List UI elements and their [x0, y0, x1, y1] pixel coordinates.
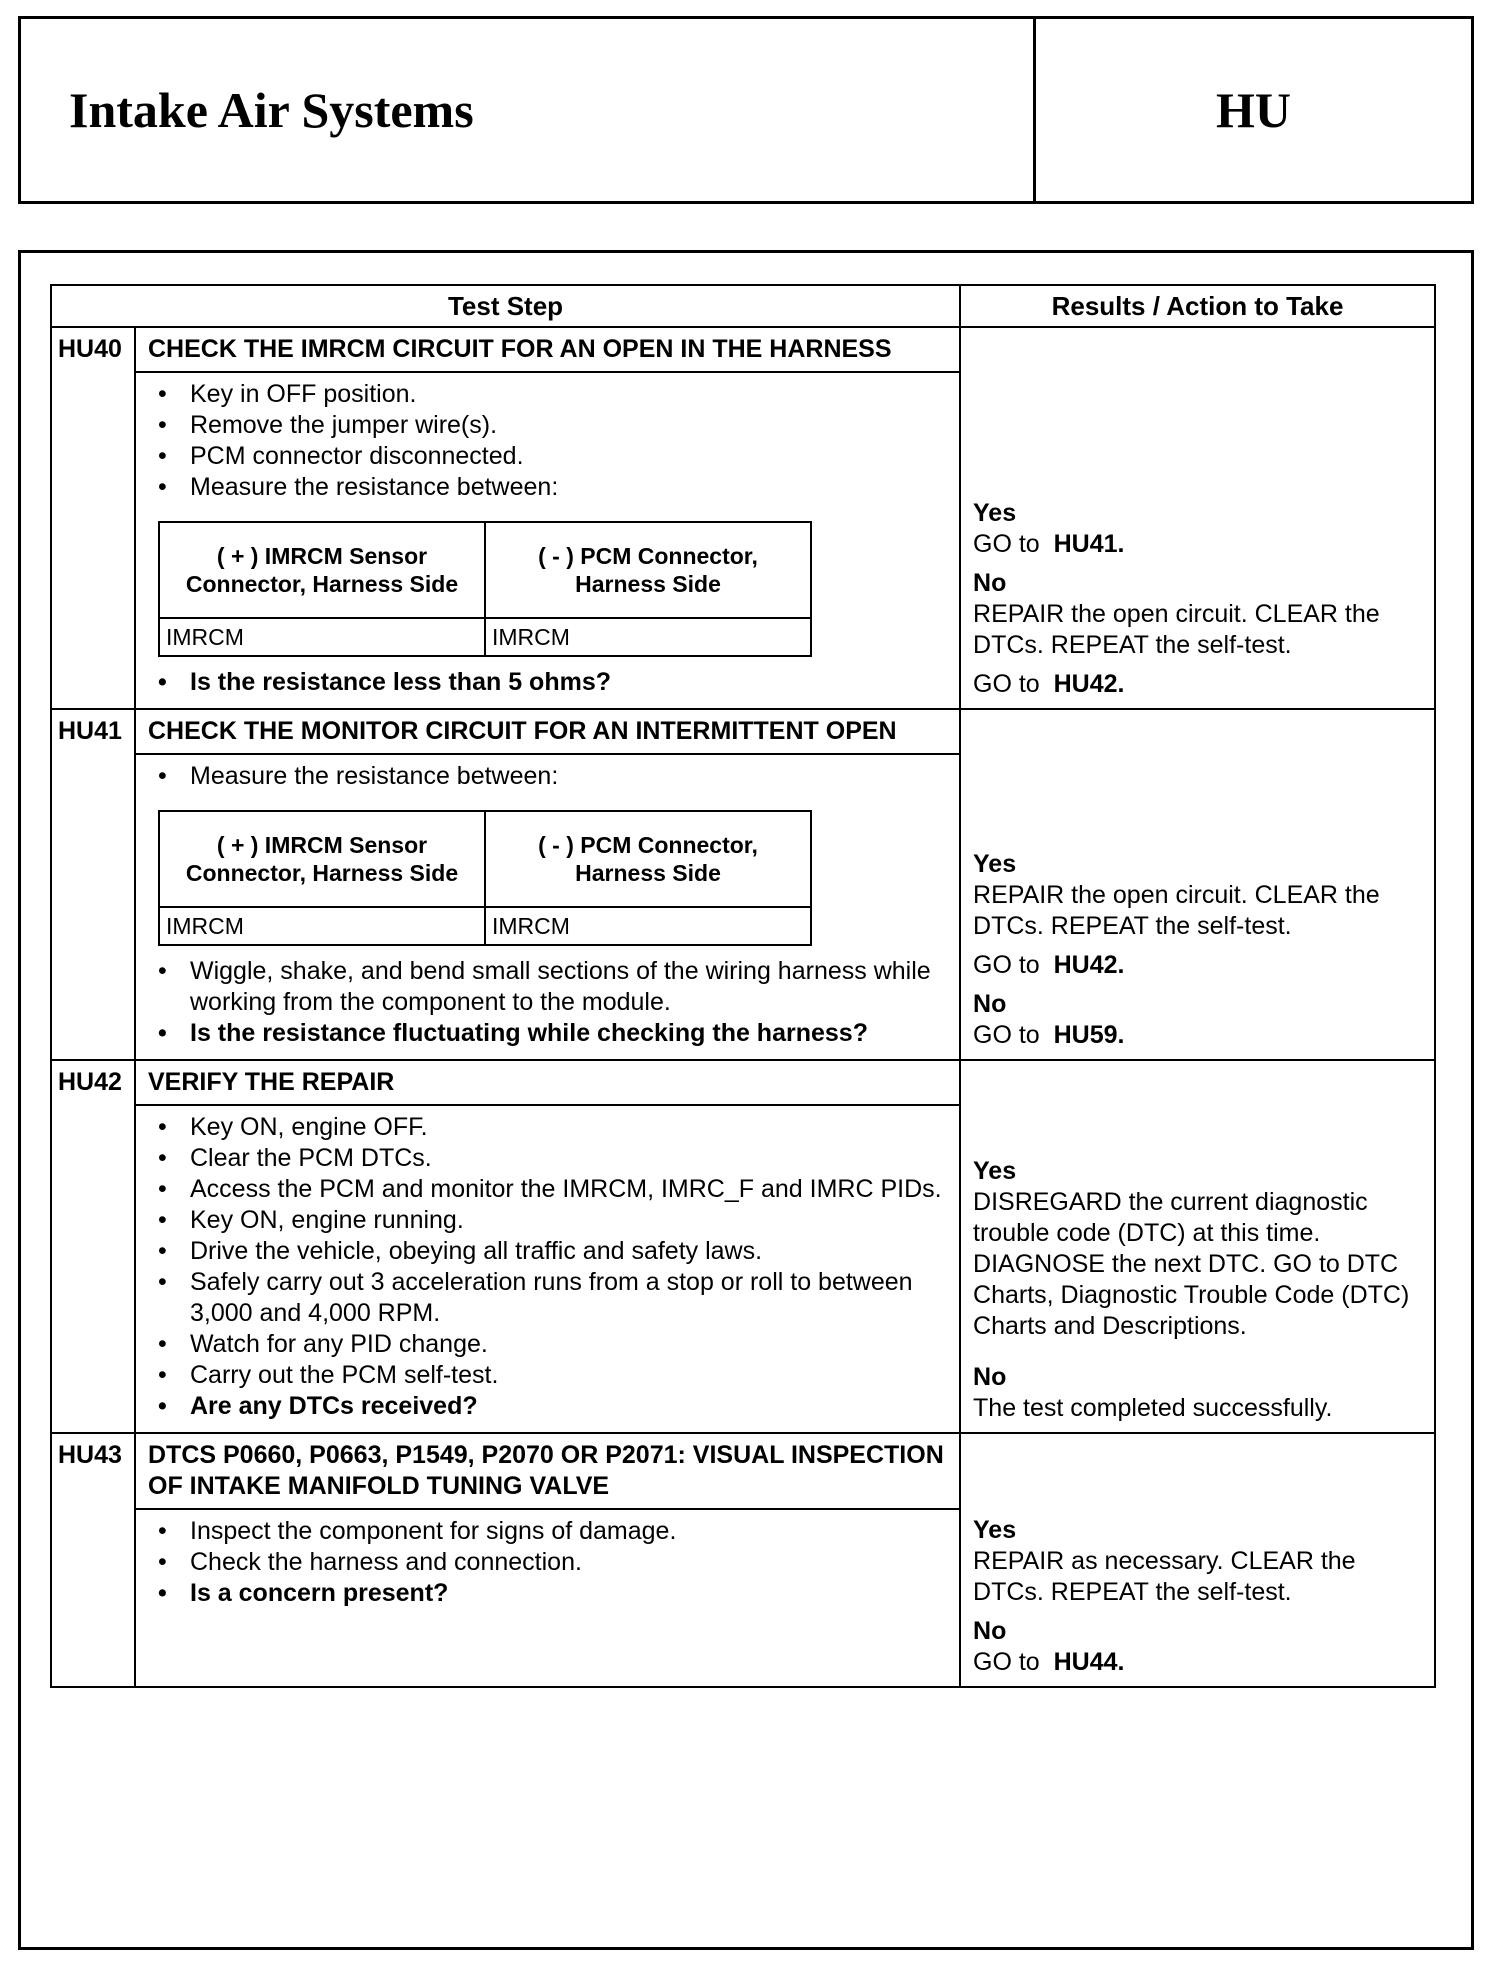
meas-value-minus: IMRCM — [485, 907, 811, 945]
meas-value-minus: IMRCM — [485, 618, 811, 656]
step-body — [135, 1105, 960, 1433]
no-action: GO to HU44. — [973, 1648, 1125, 1676]
list-item: • Key ON, engine OFF. — [148, 1112, 949, 1143]
meas-value-plus: IMRCM — [159, 907, 485, 945]
meas-header-minus: ( - ) PCM Connector, Harness Side — [485, 522, 811, 618]
measurement-table — [158, 521, 812, 657]
list-item: • Safely carry out 3 acceleration runs from a stop or roll to between 3,000 and 4,000 RPM. — [148, 1267, 949, 1329]
step-body — [135, 754, 960, 1060]
step-results — [960, 709, 1435, 1060]
no-label: No — [973, 1617, 1007, 1645]
step-results — [960, 1433, 1435, 1687]
yes-target: HU41. — [1053, 530, 1125, 558]
section-title: Intake Air Systems — [21, 19, 1036, 201]
step-id: HU43 — [51, 1433, 135, 1509]
no-target: HU42. — [1053, 670, 1125, 698]
step-bullets — [148, 379, 949, 503]
list-item: • Inspect the component for signs of damage. — [148, 1516, 949, 1547]
results-header: Results / Action to Take — [960, 285, 1435, 327]
step-id: HU42 — [51, 1060, 135, 1105]
table-header-row — [51, 285, 1435, 327]
section-code: HU — [1216, 82, 1291, 138]
list-item: • Access the PCM and monitor the IMRCM, IMRC_F and IMRC PIDs. — [148, 1174, 949, 1205]
list-item: • Watch for any PID change. — [148, 1329, 949, 1360]
yes-action: REPAIR as necessary. CLEAR the DTCs. REPEAT the self-test. — [973, 1547, 1356, 1606]
no-action: REPAIR the open circuit. CLEAR the DTCs. REPEAT the self-test. — [973, 600, 1380, 659]
list-item: • Key ON, engine running. — [148, 1205, 949, 1236]
step-body — [135, 1509, 960, 1687]
no-goto: GO to HU42. — [973, 670, 1125, 698]
list-item: • Wiggle, shake, and bend small sections of the wiring harness while working from the component to the module. — [148, 956, 949, 1018]
step-id: HU41 — [51, 709, 135, 754]
no-label: No — [973, 569, 1007, 597]
no-label: No — [973, 1363, 1007, 1391]
yes-label: Yes — [973, 1157, 1017, 1185]
meas-header-minus: ( - ) PCM Connector, Harness Side — [485, 811, 811, 907]
yes-action: GO to HU41. — [973, 530, 1125, 558]
meas-header-plus: ( + ) IMRCM Sensor Connector, Harness Side — [159, 522, 485, 618]
test-step-table — [50, 284, 1436, 1688]
list-item: • Drive the vehicle, obeying all traffic and safety laws. — [148, 1236, 949, 1267]
yes-goto: GO to HU42. — [973, 951, 1125, 979]
step-title-row — [51, 1060, 1435, 1105]
list-item: • Measure the resistance between: — [148, 761, 949, 792]
list-item: • Carry out the PCM self-test. — [148, 1360, 949, 1391]
list-item: • Measure the resistance between: — [148, 472, 949, 503]
step-title: VERIFY THE REPAIR — [135, 1060, 960, 1105]
step-title: DTCS P0660, P0663, P1549, P2070 OR P2071: VISUAL INSPECTION OF INTAKE MANIFOLD TUNING VALVE — [135, 1433, 960, 1509]
meas-header-plus: ( + ) IMRCM Sensor Connector, Harness Side — [159, 811, 485, 907]
step-title: CHECK THE IMRCM CIRCUIT FOR AN OPEN IN THE HARNESS — [135, 327, 960, 372]
no-target: HU59. — [1053, 1021, 1125, 1049]
no-target: HU44. — [1053, 1648, 1125, 1676]
list-item: • Key in OFF position. — [148, 379, 949, 410]
no-action: GO to HU59. — [973, 1021, 1125, 1049]
step-title-row — [51, 1433, 1435, 1509]
step-body — [135, 372, 960, 709]
no-action: The test completed successfully. — [973, 1394, 1333, 1422]
page-header — [18, 16, 1474, 204]
no-label: No — [973, 990, 1007, 1018]
measurement-table — [158, 810, 812, 946]
yes-action: DISREGARD the current diagnostic trouble code (DTC) at this time. DIAGNOSE the next DTC. GO to DTC Charts, Diagnostic Trouble Code (DTC) Charts and Descriptions. — [973, 1188, 1410, 1340]
yes-action: REPAIR the open circuit. CLEAR the DTCs. REPEAT the self-test. — [973, 881, 1380, 940]
step-results — [960, 327, 1435, 709]
meas-value-plus: IMRCM — [159, 618, 485, 656]
step-question: • Is the resistance less than 5 ohms? — [148, 667, 949, 698]
step-question: • Are any DTCs received? — [148, 1391, 949, 1422]
step-results — [960, 1060, 1435, 1433]
step-title-row — [51, 327, 1435, 372]
list-item: • Clear the PCM DTCs. — [148, 1143, 949, 1174]
list-item: • PCM connector disconnected. — [148, 441, 949, 472]
step-title-row — [51, 709, 1435, 754]
yes-label: Yes — [973, 499, 1017, 527]
step-question: • Is the resistance fluctuating while checking the harness? — [148, 1018, 949, 1049]
list-item: • Remove the jumper wire(s). — [148, 410, 949, 441]
step-question: • Is a concern present? — [148, 1578, 949, 1609]
yes-label: Yes — [973, 1516, 1017, 1544]
list-item: • Check the harness and connection. — [148, 1547, 949, 1578]
step-id: HU40 — [51, 327, 135, 372]
test-step-header: Test Step — [51, 285, 960, 327]
yes-target: HU42. — [1053, 951, 1125, 979]
yes-label: Yes — [973, 850, 1017, 878]
step-title: CHECK THE MONITOR CIRCUIT FOR AN INTERMITTENT OPEN — [135, 709, 960, 754]
